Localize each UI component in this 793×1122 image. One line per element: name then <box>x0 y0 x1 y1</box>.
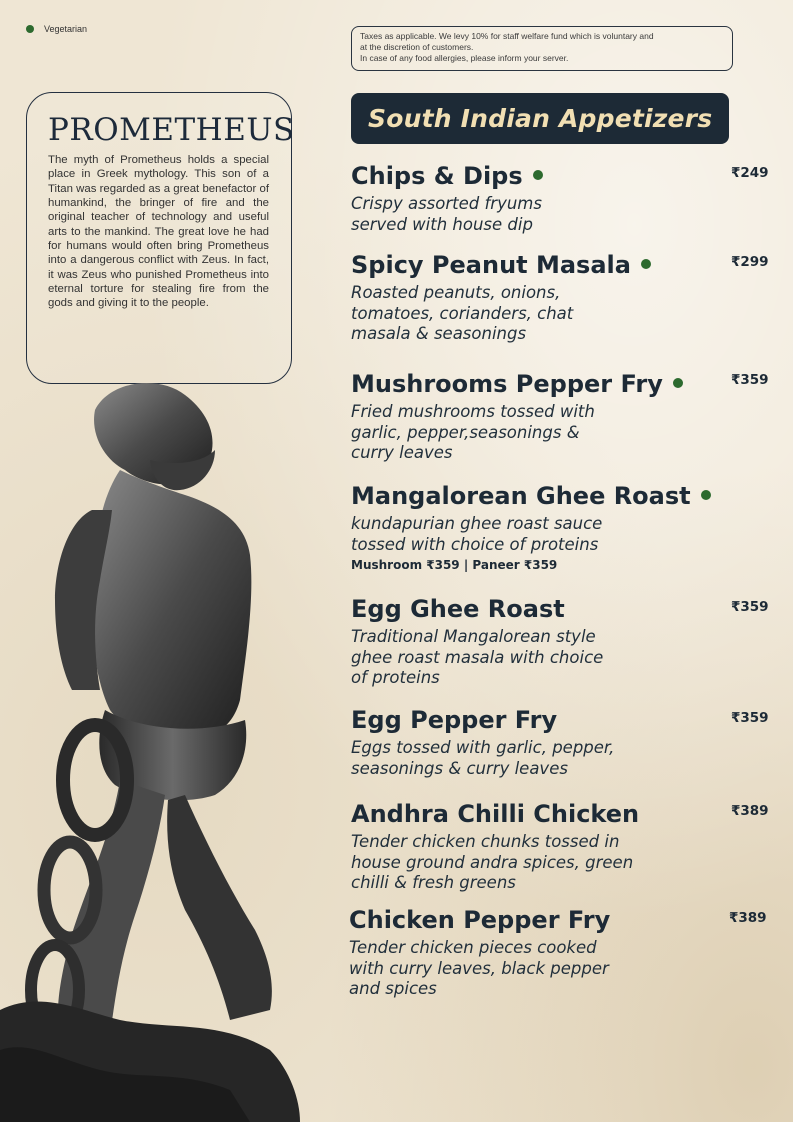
item-name: Mangalorean Ghee Roast <box>351 482 691 510</box>
notice-line: In case of any food allergies, please inform your server. <box>360 53 569 63</box>
myth-text: The myth of Prometheus holds a special place in Greek mythology. This son of a Titan was regarded as a great benefactor of humankind, the bringer of fire and the original teacher of technology and useful arts to the mankind. The great love he had for humans would often bring Prometheus into a dangerous conflict with Zeus. In fact, it was Zeus who punished Prometheus into eternal torture for stealing fire from the gods and giving it to the people. <box>48 154 269 310</box>
veg-dot-icon <box>673 378 683 388</box>
veg-legend-label: Vegetarian <box>44 24 88 34</box>
desc-line: ghee roast masala with choice <box>351 647 604 667</box>
desc-line: house ground andra spices, green <box>351 852 634 872</box>
desc-line: Traditional Mangalorean style <box>351 627 596 646</box>
menu-item <box>351 250 771 345</box>
item-name: Chicken Pepper Fry <box>349 906 611 934</box>
item-name-row <box>351 369 771 399</box>
item-price: ₹359 <box>731 372 769 388</box>
item-price: ₹389 <box>729 910 767 926</box>
item-description <box>351 283 771 345</box>
desc-line: tomatoes, corianders, chat <box>351 303 574 323</box>
desc-line: Tender chicken chunks tossed in <box>351 832 620 851</box>
desc-line: Eggs tossed with garlic, pepper, <box>351 738 615 757</box>
myth-card <box>26 92 295 384</box>
veg-dot-icon <box>701 490 711 500</box>
item-description <box>351 514 771 555</box>
item-name: Egg Pepper Fry <box>351 706 558 734</box>
item-price: ₹359 <box>731 599 769 615</box>
tax-notice <box>351 26 733 71</box>
item-name: Chips & Dips <box>351 162 523 190</box>
desc-line: and spices <box>349 979 437 998</box>
item-description <box>351 402 771 464</box>
section-header <box>351 93 729 144</box>
item-description <box>351 627 771 689</box>
item-description <box>349 938 769 1000</box>
menu-item <box>351 369 771 464</box>
desc-line: chilli & fresh greens <box>351 873 516 892</box>
veg-dot-icon <box>533 170 543 180</box>
item-description <box>351 738 771 779</box>
desc-line: Tender chicken pieces cooked <box>349 938 597 957</box>
desc-line: garlic, pepper,seasonings & <box>351 422 580 442</box>
menu-item <box>351 799 771 894</box>
desc-line: Fried mushrooms tossed with <box>351 402 595 421</box>
item-name: Mushrooms Pepper Fry <box>351 370 663 398</box>
item-options: Mushroom ₹359 | Paneer ₹359 <box>351 558 558 572</box>
notice-line: Taxes as applicable. We levy 10% for staff welfare fund which is voluntary and <box>360 31 654 41</box>
item-price: ₹249 <box>731 165 769 181</box>
menu-item <box>351 481 771 572</box>
item-description <box>351 832 771 894</box>
item-name-row <box>351 161 771 191</box>
veg-legend <box>26 24 87 34</box>
myth-title: PROMETHEUS <box>48 112 295 148</box>
desc-line: kundapurian ghee roast sauce <box>351 514 603 533</box>
desc-line: Crispy assorted fryums <box>351 194 542 213</box>
veg-dot-icon <box>641 259 651 269</box>
item-price: ₹389 <box>731 803 769 819</box>
desc-line: Roasted peanuts, onions, <box>351 283 561 302</box>
item-name: Egg Ghee Roast <box>351 595 565 623</box>
item-price: ₹299 <box>731 254 769 270</box>
veg-dot-icon <box>26 25 34 33</box>
notice-line: at the discretion of customers. <box>360 42 474 52</box>
menu-item <box>351 161 771 235</box>
desc-line: with curry leaves, black pepper <box>349 958 609 978</box>
desc-line: seasonings & curry leaves <box>351 758 568 778</box>
item-name: Spicy Peanut Masala <box>351 251 631 279</box>
item-name-row <box>351 250 771 280</box>
item-name: Andhra Chilli Chicken <box>351 800 640 828</box>
desc-line: served with house dip <box>351 214 533 234</box>
item-price: ₹359 <box>731 710 769 726</box>
section-title: South Indian Appetizers <box>368 104 713 133</box>
desc-line: of proteins <box>351 668 440 687</box>
prometheus-statue-image <box>0 370 300 1122</box>
desc-line: tossed with choice of proteins <box>351 534 599 554</box>
item-name-row <box>351 481 771 511</box>
menu-item <box>351 705 771 779</box>
item-description <box>351 194 771 235</box>
menu-item <box>351 594 771 689</box>
desc-line: masala & seasonings <box>351 324 527 343</box>
menu-item <box>349 905 769 1000</box>
desc-line: curry leaves <box>351 443 453 462</box>
